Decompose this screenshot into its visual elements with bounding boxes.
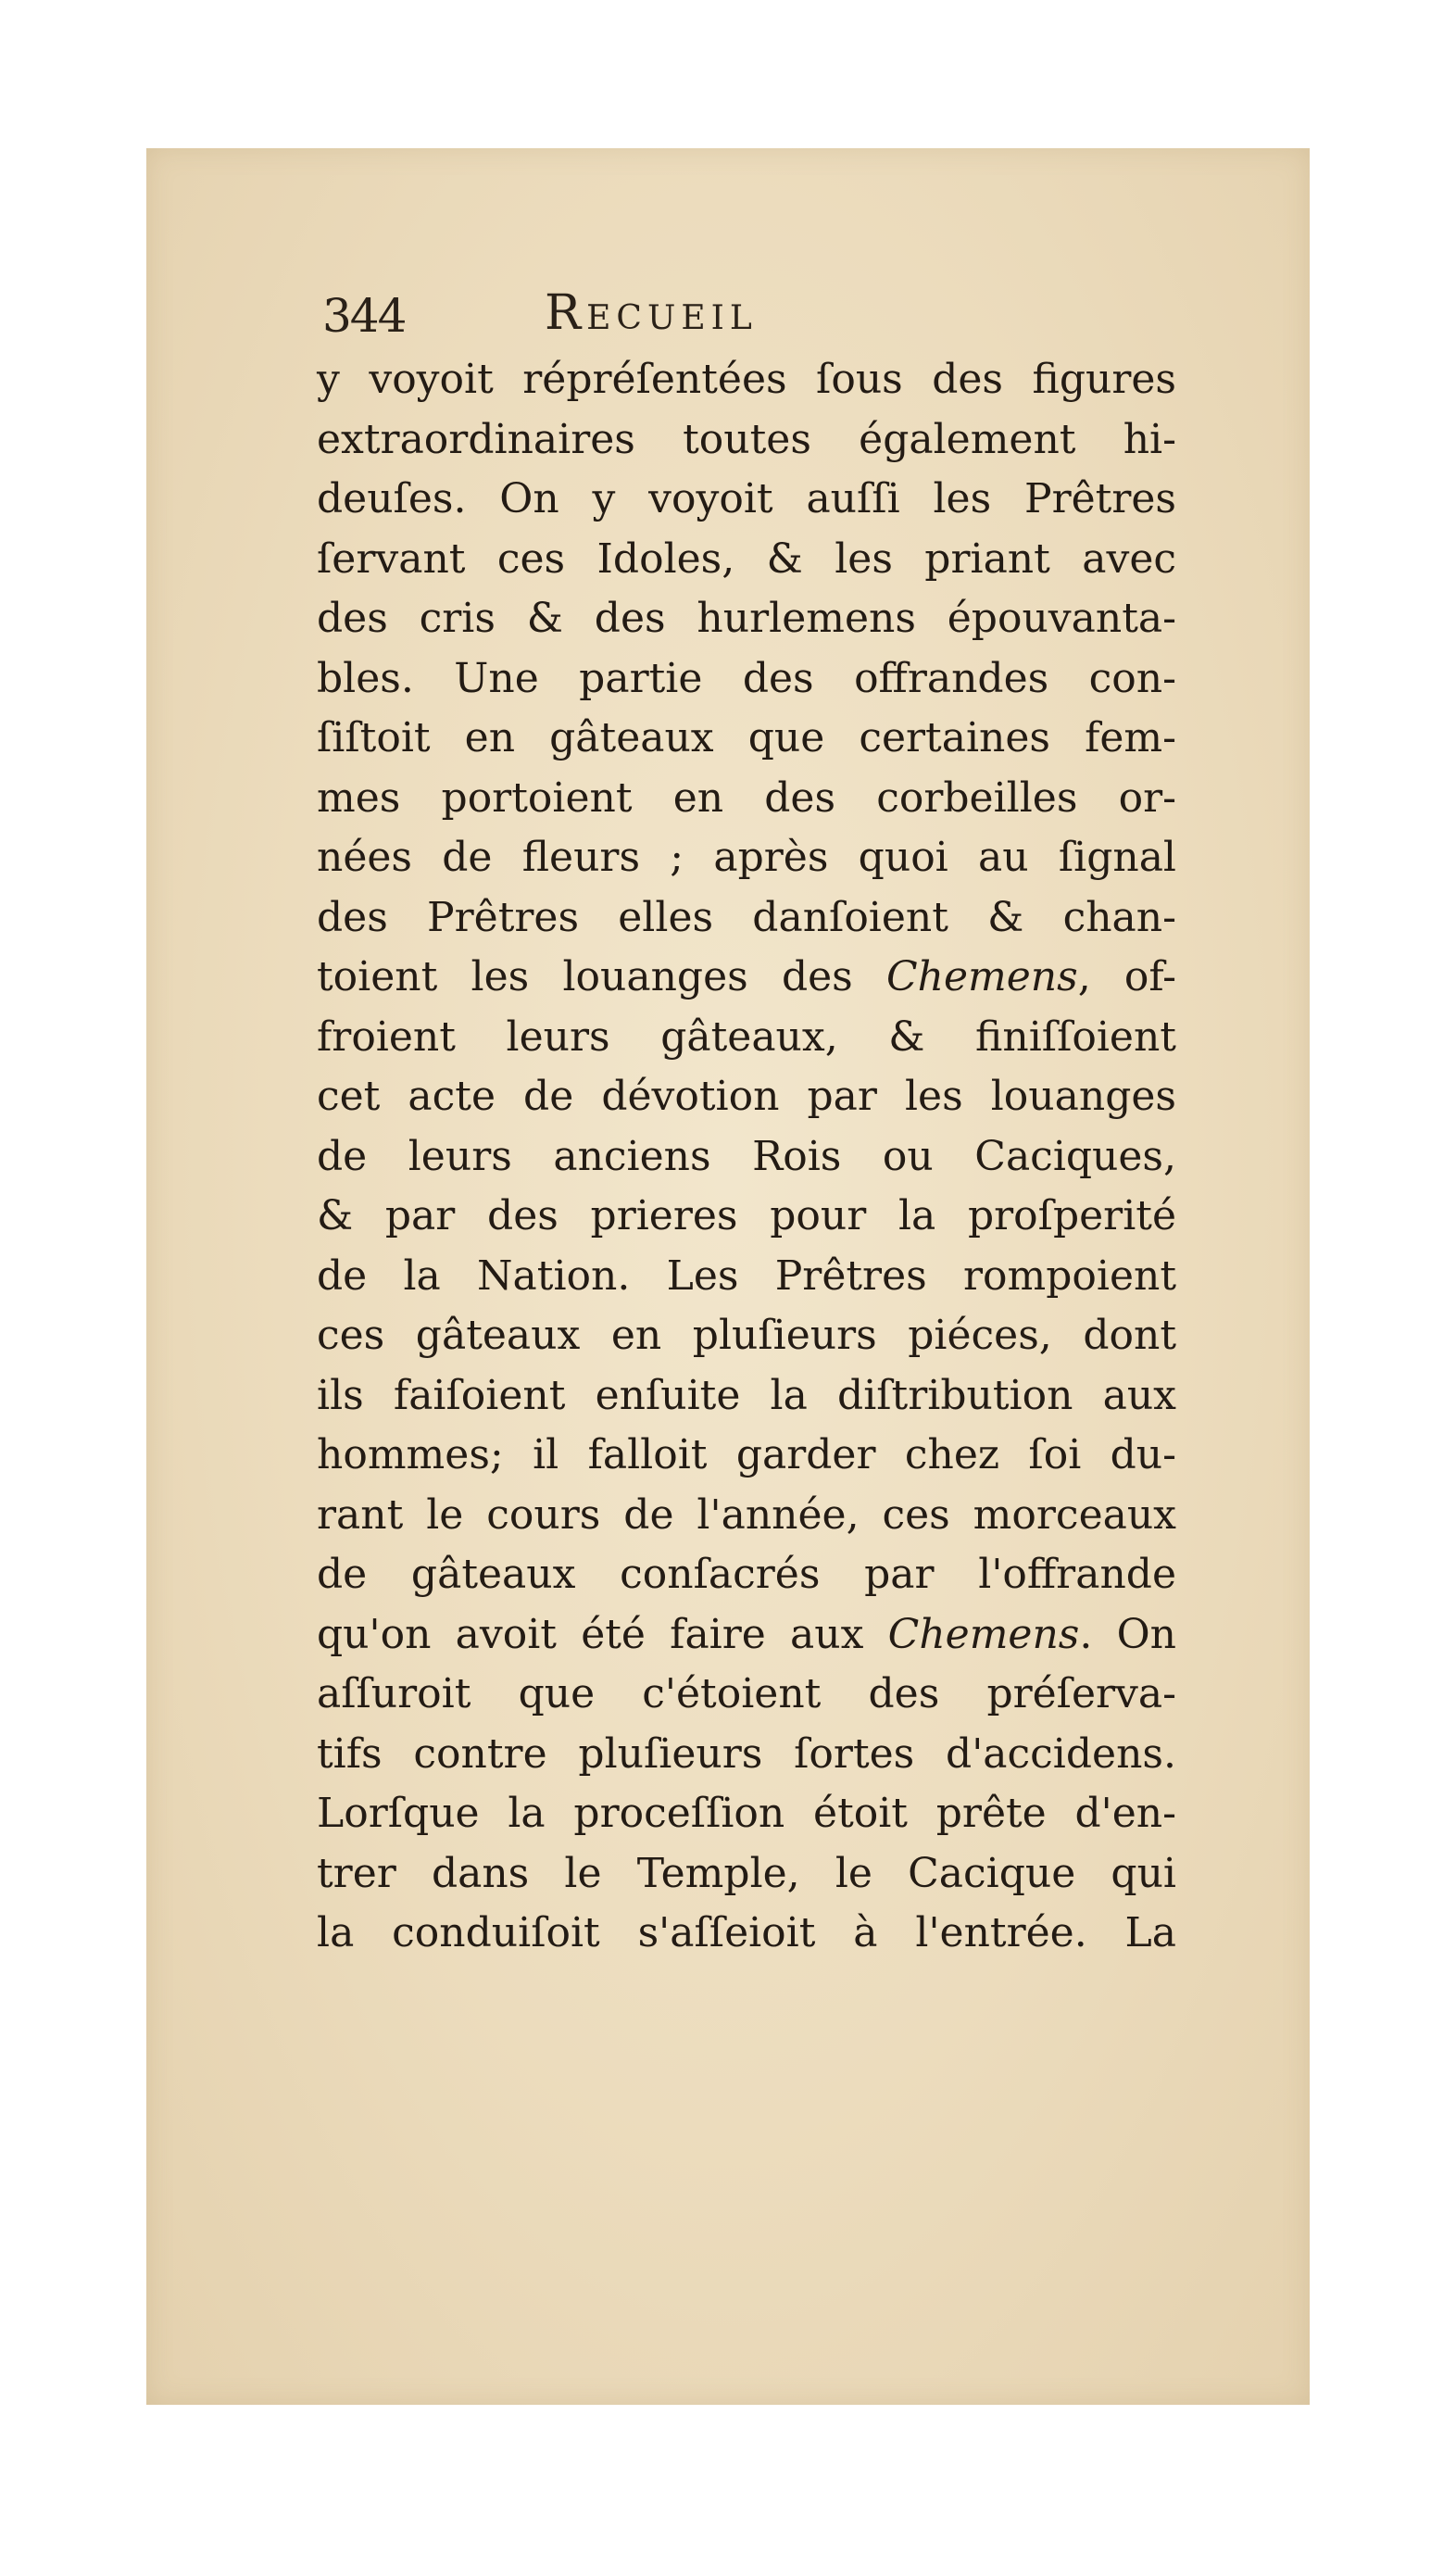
text-line: cet acte de dévotion par les louanges: [317, 1073, 1176, 1120]
text-line: de leurs anciens Rois ou Caciques,: [317, 1132, 1176, 1180]
running-head: Recueil: [545, 285, 758, 341]
text-line: tifs contre pluſieurs ſortes d'accidens.: [317, 1729, 1176, 1778]
text-line: froient leurs gâteaux, & finiſſoient: [317, 1012, 1176, 1061]
text-line: des Prêtres elles danſoient & chan-: [317, 893, 1176, 941]
text-line: la conduiſoit s'aſſeioit à l'entrée. La: [317, 1909, 1176, 1956]
text-line: y voyoit répréſentées ſous des figures: [317, 356, 1176, 403]
text-line: ſiſtoit en gâteaux que certaines fem-: [317, 714, 1176, 761]
text-line: trer dans le Temple, le Cacique qui: [317, 1849, 1176, 1897]
text-line: Lorſque la proceſſion étoit prête d'en-: [317, 1790, 1176, 1837]
text-line: extraordinaires toutes également hi-: [317, 415, 1176, 463]
text-line: & par des prieres pour la proſperité: [317, 1192, 1176, 1239]
page-header: [322, 285, 1156, 350]
text-line: de la Nation. Les Prêtres rompoient: [317, 1251, 1176, 1300]
text-line: deuſes. On y voyoit auſſi les Prêtres: [317, 475, 1176, 522]
text-line: toient les louanges des Chemens, of-: [317, 953, 1176, 1000]
text-line: qu'on avoit été faire aux Chemens. On: [317, 1610, 1177, 1658]
page-number: 344: [322, 289, 406, 343]
text-line: ils faiſoient enſuite la diſtribution aux: [317, 1371, 1176, 1419]
text-line: bles. Une partie des offrandes con-: [317, 654, 1176, 702]
italic-word: Chemens: [885, 953, 1078, 1000]
text-line: des cris & des hurlemens épouvanta-: [317, 595, 1176, 642]
text-line: de gâteaux conſacrés par l'offrande: [317, 1551, 1176, 1598]
text-line: aſſuroit que c'étoient des préſerva-: [317, 1670, 1176, 1717]
text-line: ſervant ces Idoles, & les priant avec: [317, 534, 1176, 583]
text-line: mes portoient en des corbeilles or-: [317, 773, 1176, 822]
book-page: [146, 148, 1310, 2405]
text-line: nées de fleurs ; après quoi au ſignal: [317, 834, 1176, 881]
text-line: rant le cours de l'année, ces morceaux: [317, 1490, 1176, 1539]
text-line: ces gâteaux en pluſieurs piéces, dont: [317, 1312, 1176, 1359]
text-line: hommes; il falloit garder chez ſoi du-: [317, 1431, 1176, 1478]
italic-word: Chemens: [887, 1610, 1080, 1658]
body-text: [317, 350, 1176, 1964]
